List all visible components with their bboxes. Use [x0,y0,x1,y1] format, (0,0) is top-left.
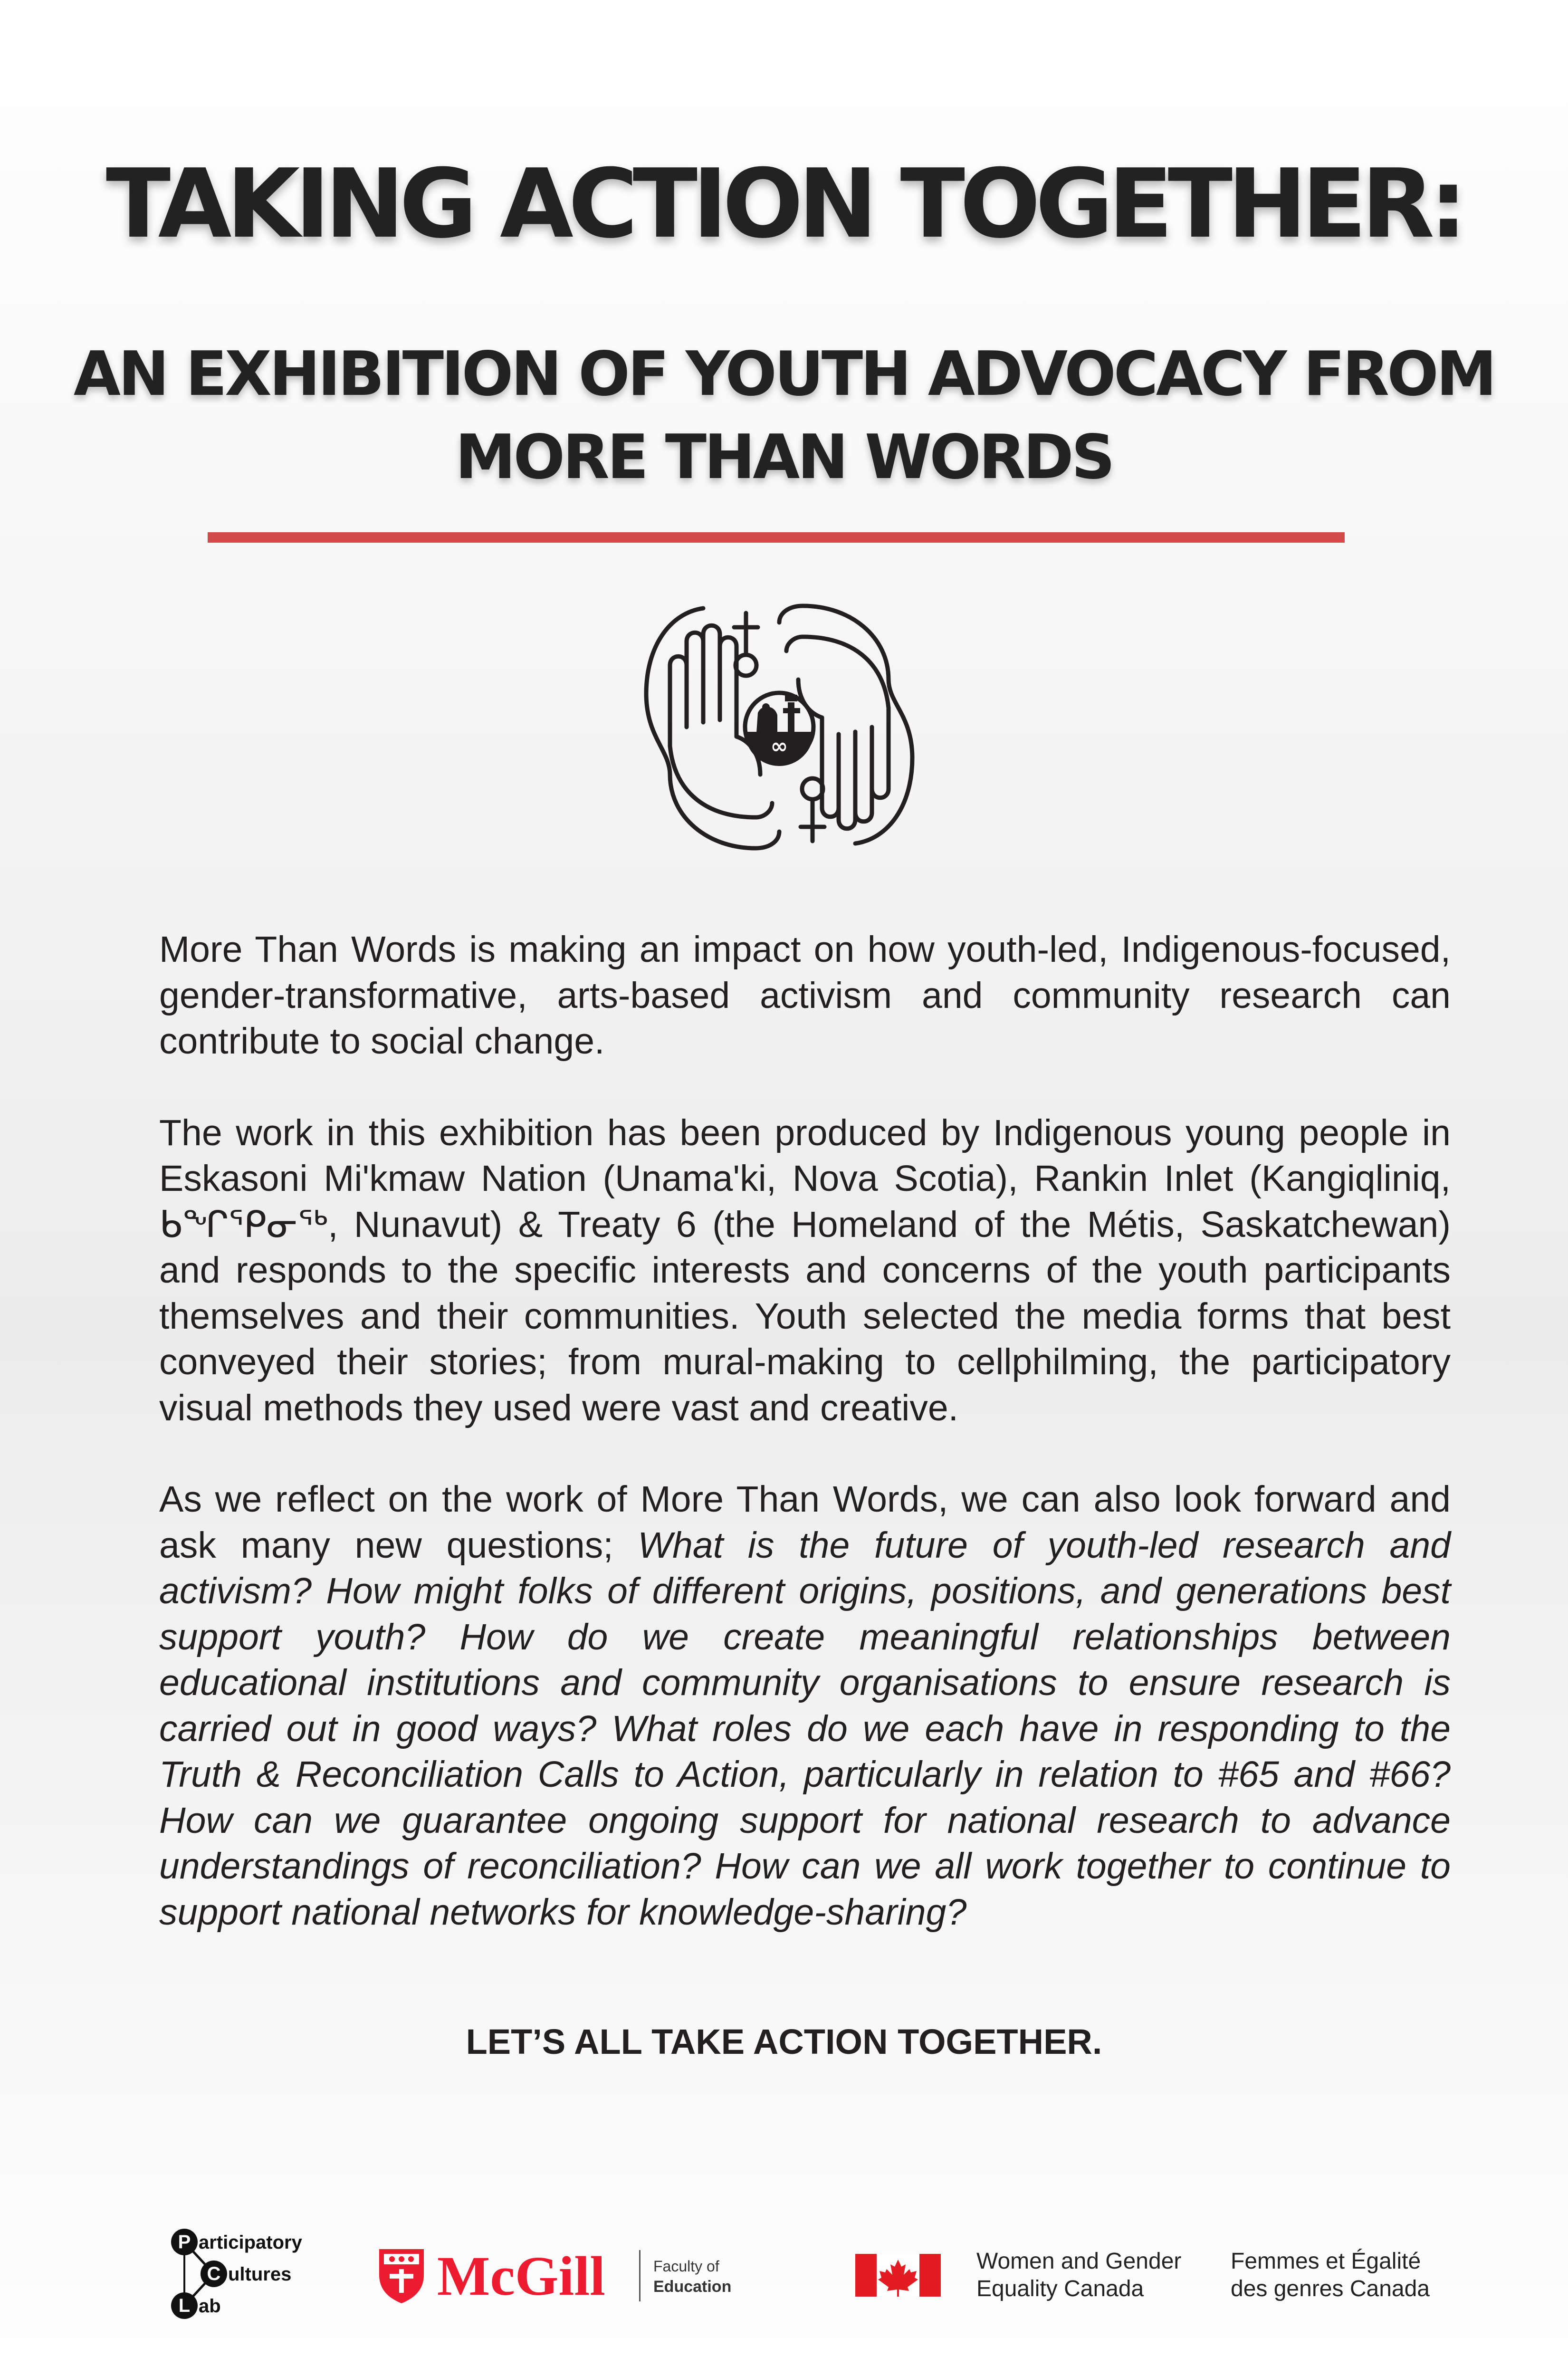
paragraph-impact: More Than Words is making an impact on how youth-led, Indigenous-focused, gender-transformative, arts-based activism and community research can contribute to social change. [159,929,1451,1062]
mcgill-wordmark: McGill [437,2245,605,2307]
subtitle-line-1: AN EXHIBITION OF YOUTH ADVOCACY FROM [73,339,1495,410]
paragraph-exhibition: The work in this exhibition has been produced by Indigenous young people in Eskasoni Mi'kmaw Nation (Unama'ki, Nova Scotia), Rankin Inlet (Kangiqliniq, ᑲᖏᕿᓂᖅ, Nunavut) & Treaty 6 (the Homeland of the Métis, Saskatchewan) and responds to the specific interests and concerns of the youth participants themselves and their communities. Youth selected the media forms that best conveyed their stories; from mural-making to cellphilming, the participatory visual methods they used were vast and creative. [159,1112,1451,1428]
body-text [159,927,1451,1981]
poster-title: TAKING ACTION TOGETHER: [105,149,1463,259]
infinity-symbol: ∞ [770,734,788,758]
pcl-word-cultures: ultures [228,2264,292,2285]
mcgill-faculty-logo [375,2245,765,2307]
poster-subtitle [0,333,1568,499]
paragraph-questions [159,1476,1451,1935]
wage-en-line-2: Equality Canada [976,2276,1144,2301]
pcl-letter-l: L [171,2292,198,2319]
mcgill-divider [639,2250,641,2301]
pcl-letter-p: P [171,2229,198,2255]
canada-flag-icon [855,2254,941,2297]
wage-english-wordmark [976,2248,1181,2303]
call-to-action: LET’S ALL TAKE ACTION TOGETHER. [466,2022,1102,2061]
wage-fr-line-2: des genres Canada [1231,2276,1430,2301]
faculty-name: Education [653,2278,732,2296]
wage-fr-line-1: Femmes et Égalité [1231,2249,1421,2274]
red-divider [208,532,1345,543]
subtitle-line-2: MORE THAN WORDS [455,422,1113,493]
questions-intro: As we reflect on the work of More Than Words, we can also look forward and ask many new questions; [159,1479,1451,1566]
faculty-of-label: Faculty of [653,2258,719,2275]
participatory-cultures-lab-logo [171,2229,352,2319]
wage-en-line-1: Women and Gender [976,2249,1182,2274]
mcgill-shield-icon [375,2245,428,2305]
pcl-letter-c: C [201,2261,227,2287]
hands-emblem-icon [637,594,922,860]
wage-french-wordmark [1231,2248,1430,2303]
questions-list: What is the future of youth-led research and activism? How might folks of different origins, positions, and generations best support youth? How do we create meaningful relationships between educational institutions and community organisations to ensure research is carried out in good ways? What roles do we each have in responding to the Truth & Reconciliation Calls to Action, particularly in relation to #65 and #66? How can we guarantee ongoing support for national research to advance understandings of reconciliation? How can we all work together to continue to support national networks for knowledge-sharing? [159,1524,1451,1933]
pcl-word-participatory: articipatory [199,2232,302,2253]
pcl-word-lab: ab [199,2296,221,2317]
